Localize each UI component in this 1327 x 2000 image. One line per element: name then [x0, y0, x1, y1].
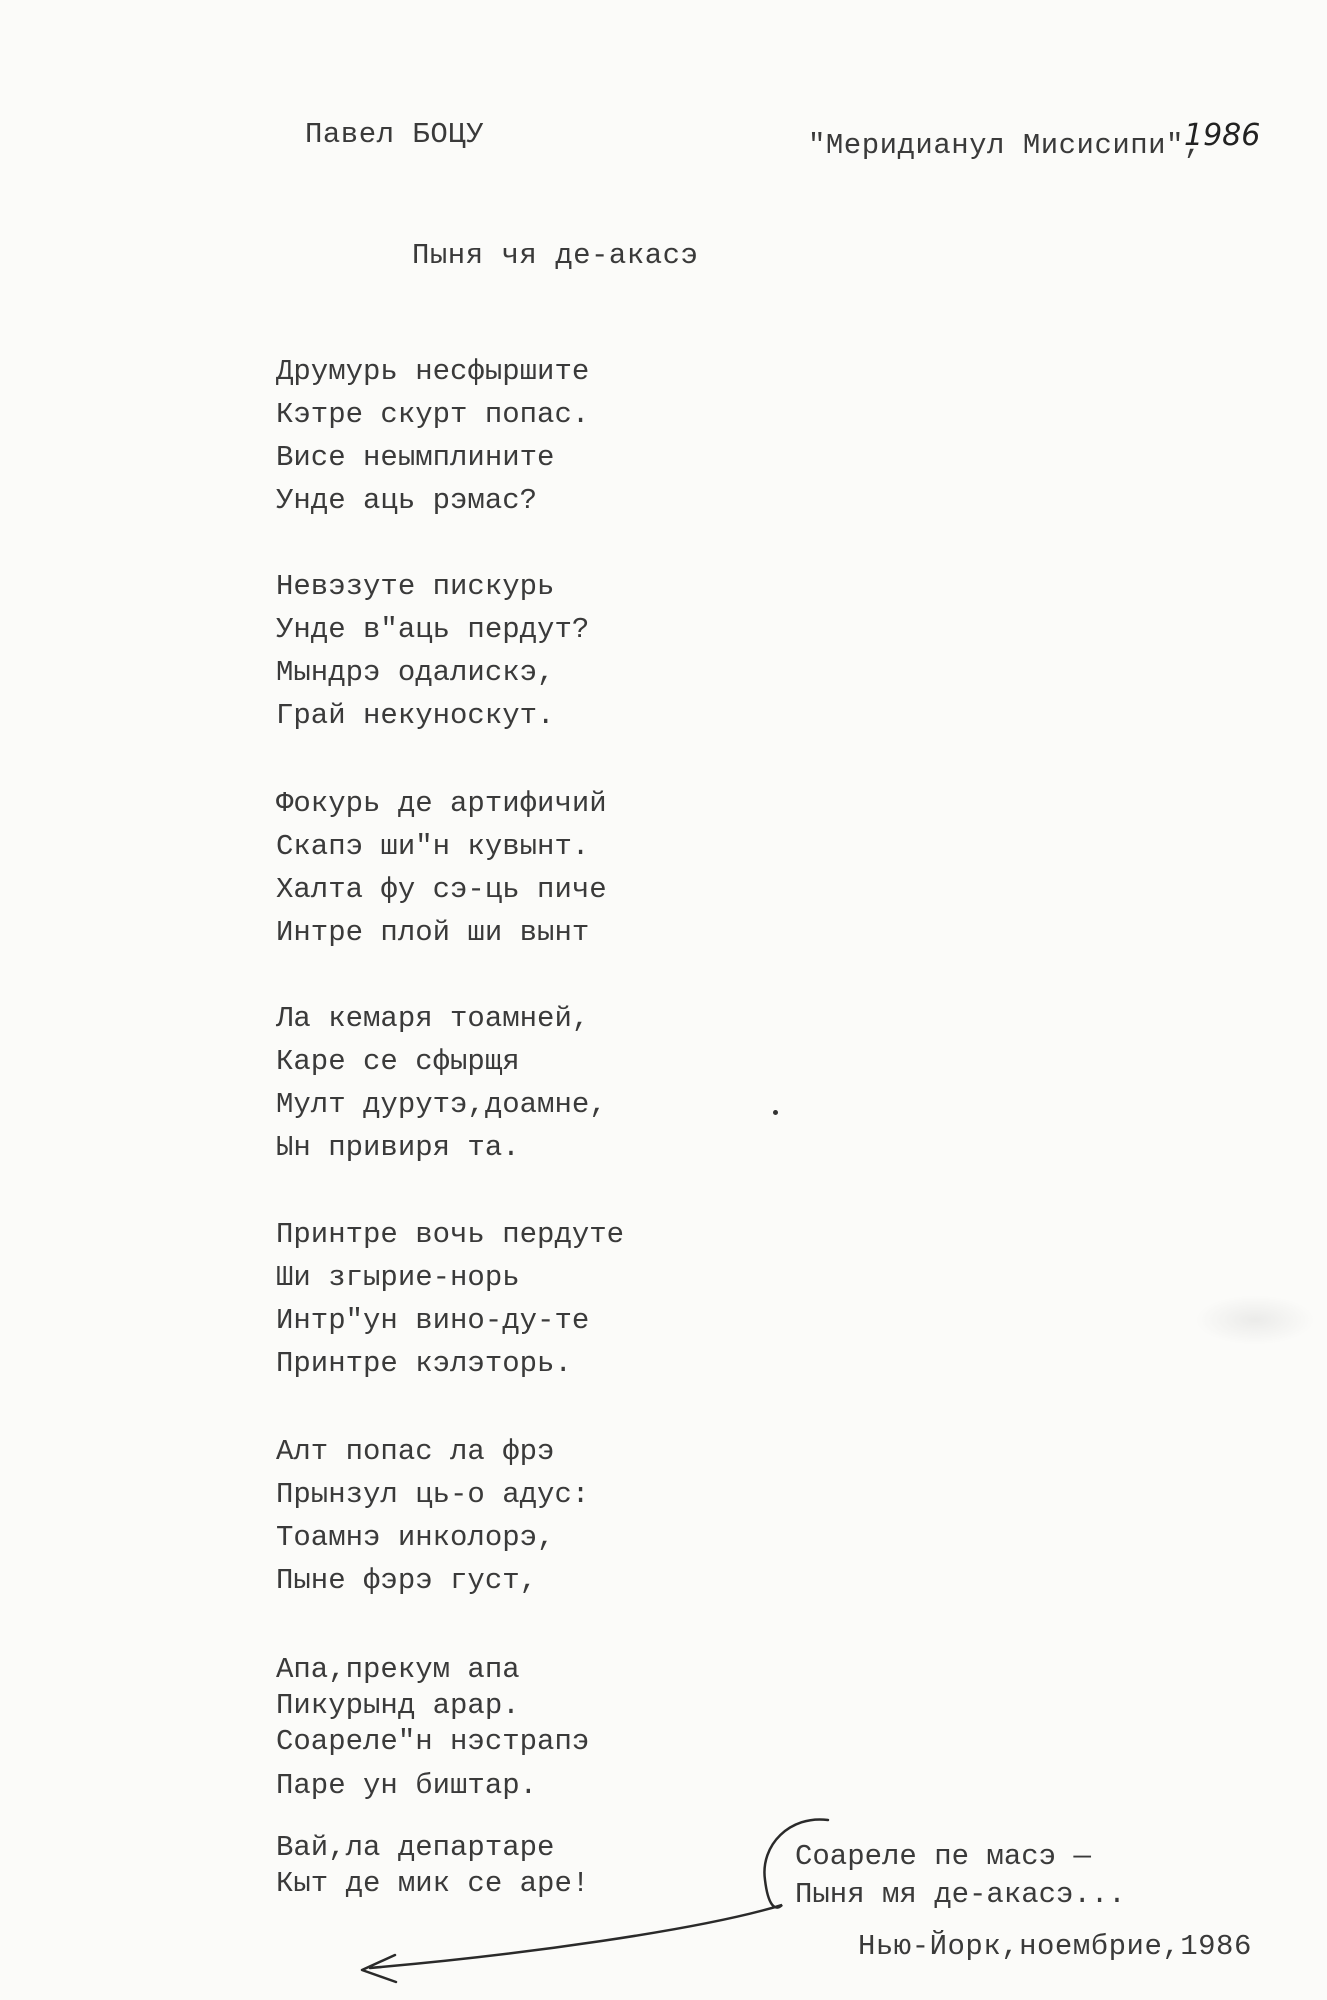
poem-line: Скапэ ши"н кувынт. — [276, 830, 590, 863]
source-publication: "Меридианул Мисисипи", — [808, 129, 1202, 162]
poem-line: Мулт дурутэ,доамне, — [276, 1088, 607, 1121]
poem-line: Ын привиря та. — [276, 1131, 520, 1164]
poem-line: Унде в"аць пердут? — [276, 613, 590, 646]
author-name: Павел БОЦУ — [305, 118, 485, 151]
poem-line: Паре ун биштар. — [276, 1769, 538, 1802]
poem-line: Халта фу сэ-ць пиче — [276, 873, 607, 906]
poem-line: Интр"ун вино-ду-те — [276, 1304, 590, 1337]
poem-line: Грай некуноскут. — [276, 699, 555, 732]
poem-line: Прынзул ць-о адус: — [276, 1478, 590, 1511]
poem-line: Пыне фэрэ густ, — [276, 1564, 538, 1597]
poem-line: Ла кемаря тоамней, — [276, 1002, 590, 1035]
dateline: Нью-Йорк,ноембрие,1986 — [858, 1930, 1252, 1963]
poem-line: Мындрэ одалискэ, — [276, 656, 555, 689]
poem-line: Соареле пе масэ — — [795, 1840, 1091, 1873]
poem-line: Висе неымплините — [276, 441, 555, 474]
poem-line: Принтре кэлэторь. — [276, 1347, 572, 1380]
poem-title: Пыня чя де-акасэ — [412, 239, 699, 272]
poem-line: Каре се сфырщя — [276, 1045, 520, 1078]
poem-line: Унде аць рэмас? — [276, 484, 538, 517]
poem-line: Ши згырие-норь — [276, 1261, 520, 1294]
poem-line: Интре плой ши вынт — [276, 916, 590, 949]
poem-line: Кэтре скурт попас. — [276, 398, 590, 431]
poem-line: Вай,ла департаре — [276, 1831, 555, 1864]
poem-line: Алт попас ла фрэ — [276, 1435, 555, 1468]
poem-line: Соареле"н нэстрапэ — [276, 1725, 590, 1758]
poem-line: Кыт де мик се аре! — [276, 1867, 590, 1900]
poem-line: Тоамнэ инколорэ, — [276, 1521, 555, 1554]
handwritten-year: 1986 — [1184, 118, 1261, 153]
poem-line: Апа,прекум апа — [276, 1653, 520, 1686]
poem-line: Друмурь несфыршите — [276, 355, 590, 388]
poem-line: Пыня мя де-акасэ... — [795, 1878, 1126, 1911]
poem-line: Пикурынд арар. — [276, 1689, 520, 1722]
poem-line: Невэзуте пискурь — [276, 570, 555, 603]
poem-line: Фокурь де артифичий — [276, 787, 607, 820]
poem-line: Принтре вочь пердуте — [276, 1218, 625, 1251]
